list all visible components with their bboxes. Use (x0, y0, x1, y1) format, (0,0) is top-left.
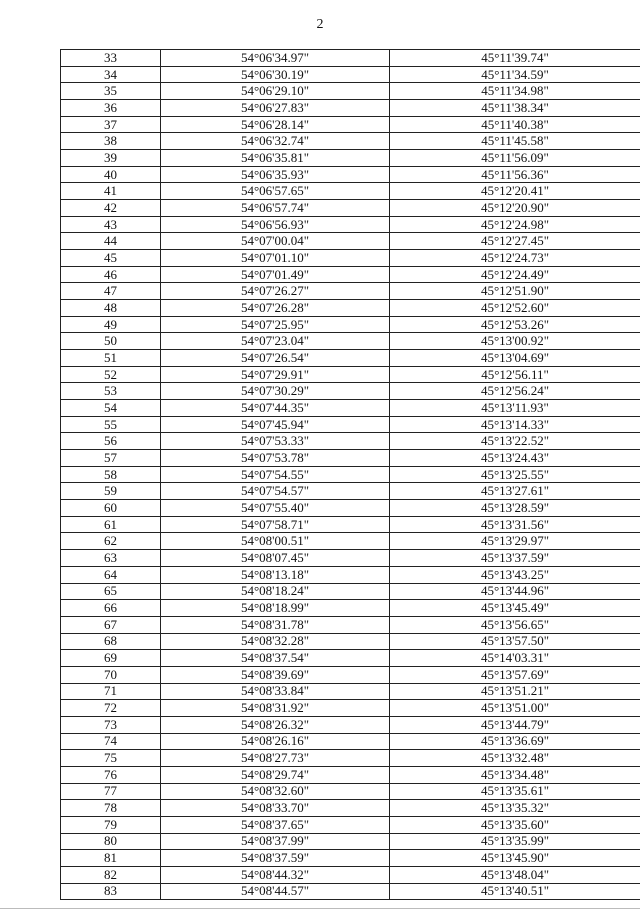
longitude-cell: 45°12'24.49" (390, 266, 640, 283)
table-row (61, 116, 640, 133)
longitude-cell: 45°13'25.55" (390, 466, 640, 483)
longitude-cell: 45°11'34.98" (390, 83, 640, 100)
longitude-cell: 45°13'24.43" (390, 450, 640, 467)
latitude-cell: 54°08'27.73" (161, 750, 390, 767)
point-number-cell: 75 (61, 750, 161, 767)
latitude-cell: 54°06'56.93" (161, 216, 390, 233)
table-row (61, 233, 640, 250)
latitude-cell: 54°06'27.83" (161, 100, 390, 117)
table-row (61, 366, 640, 383)
point-number-cell: 43 (61, 216, 161, 233)
point-number-cell: 66 (61, 600, 161, 617)
point-number-cell: 49 (61, 316, 161, 333)
table-row (61, 200, 640, 217)
longitude-cell: 45°13'44.96" (390, 583, 640, 600)
latitude-cell: 54°08'37.59" (161, 850, 390, 867)
longitude-cell: 45°13'57.50" (390, 633, 640, 650)
longitude-cell: 45°13'45.90" (390, 850, 640, 867)
longitude-cell: 45°13'35.61" (390, 783, 640, 800)
table-row (61, 433, 640, 450)
table-row (61, 800, 640, 817)
table-row (61, 733, 640, 750)
longitude-cell: 45°13'35.99" (390, 833, 640, 850)
point-number-cell: 82 (61, 866, 161, 883)
table-row (61, 400, 640, 417)
longitude-cell: 45°13'28.59" (390, 500, 640, 517)
longitude-cell: 45°11'56.09" (390, 150, 640, 167)
latitude-cell: 54°07'00.04" (161, 233, 390, 250)
latitude-cell: 54°08'29.74" (161, 766, 390, 783)
latitude-cell: 54°08'26.16" (161, 733, 390, 750)
table-row (61, 716, 640, 733)
point-number-cell: 78 (61, 800, 161, 817)
point-number-cell: 68 (61, 633, 161, 650)
latitude-cell: 54°08'26.32" (161, 716, 390, 733)
point-number-cell: 42 (61, 200, 161, 217)
point-number-cell: 44 (61, 233, 161, 250)
latitude-cell: 54°07'44.35" (161, 400, 390, 417)
table-row (61, 500, 640, 517)
longitude-cell: 45°13'31.56" (390, 516, 640, 533)
point-number-cell: 58 (61, 466, 161, 483)
longitude-cell: 45°11'39.74" (390, 50, 640, 67)
point-number-cell: 61 (61, 516, 161, 533)
latitude-cell: 54°06'57.74" (161, 200, 390, 217)
longitude-cell: 45°11'56.36" (390, 166, 640, 183)
latitude-cell: 54°06'28.14" (161, 116, 390, 133)
latitude-cell: 54°08'39.69" (161, 666, 390, 683)
latitude-cell: 54°08'37.54" (161, 650, 390, 667)
point-number-cell: 69 (61, 650, 161, 667)
table-row (61, 133, 640, 150)
point-number-cell: 50 (61, 333, 161, 350)
latitude-cell: 54°08'18.99" (161, 600, 390, 617)
point-number-cell: 56 (61, 433, 161, 450)
point-number-cell: 40 (61, 166, 161, 183)
longitude-cell: 45°13'40.51" (390, 883, 640, 900)
longitude-cell: 45°11'34.59" (390, 66, 640, 83)
point-number-cell: 76 (61, 766, 161, 783)
longitude-cell: 45°11'38.34" (390, 100, 640, 117)
point-number-cell: 35 (61, 83, 161, 100)
table-row (61, 483, 640, 500)
longitude-cell: 45°13'27.61" (390, 483, 640, 500)
coordinates-table-body (61, 50, 640, 900)
longitude-cell: 45°13'56.65" (390, 616, 640, 633)
point-number-cell: 33 (61, 50, 161, 67)
latitude-cell: 54°07'26.54" (161, 350, 390, 367)
coordinates-table (60, 49, 640, 900)
latitude-cell: 54°06'32.74" (161, 133, 390, 150)
latitude-cell: 54°08'44.32" (161, 866, 390, 883)
latitude-cell: 54°08'07.45" (161, 550, 390, 567)
latitude-cell: 54°07'30.29" (161, 383, 390, 400)
longitude-cell: 45°13'32.48" (390, 750, 640, 767)
table-row (61, 350, 640, 367)
longitude-cell: 45°11'45.58" (390, 133, 640, 150)
latitude-cell: 54°07'45.94" (161, 416, 390, 433)
table-row (61, 383, 640, 400)
latitude-cell: 54°06'30.19" (161, 66, 390, 83)
table-row (61, 300, 640, 317)
latitude-cell: 54°06'57.65" (161, 183, 390, 200)
longitude-cell: 45°11'40.38" (390, 116, 640, 133)
table-row (61, 550, 640, 567)
point-number-cell: 52 (61, 366, 161, 383)
longitude-cell: 45°13'45.49" (390, 600, 640, 617)
longitude-cell: 45°13'22.52" (390, 433, 640, 450)
point-number-cell: 39 (61, 150, 161, 167)
latitude-cell: 54°08'31.78" (161, 616, 390, 633)
point-number-cell: 64 (61, 566, 161, 583)
point-number-cell: 70 (61, 666, 161, 683)
latitude-cell: 54°08'37.99" (161, 833, 390, 850)
latitude-cell: 54°08'32.60" (161, 783, 390, 800)
latitude-cell: 54°08'37.65" (161, 816, 390, 833)
point-number-cell: 77 (61, 783, 161, 800)
table-row (61, 566, 640, 583)
table-row (61, 650, 640, 667)
latitude-cell: 54°08'44.57" (161, 883, 390, 900)
table-row (61, 333, 640, 350)
latitude-cell: 54°08'00.51" (161, 533, 390, 550)
point-number-cell: 83 (61, 883, 161, 900)
longitude-cell: 45°12'20.90" (390, 200, 640, 217)
longitude-cell: 45°13'00.92" (390, 333, 640, 350)
point-number-cell: 57 (61, 450, 161, 467)
longitude-cell: 45°13'36.69" (390, 733, 640, 750)
longitude-cell: 45°13'35.60" (390, 816, 640, 833)
point-number-cell: 81 (61, 850, 161, 867)
table-row (61, 283, 640, 300)
table-row (61, 766, 640, 783)
table-row (61, 666, 640, 683)
point-number-cell: 53 (61, 383, 161, 400)
point-number-cell: 71 (61, 683, 161, 700)
longitude-cell: 45°13'34.48" (390, 766, 640, 783)
point-number-cell: 34 (61, 66, 161, 83)
table-row (61, 866, 640, 883)
longitude-cell: 45°13'48.04" (390, 866, 640, 883)
longitude-cell: 45°12'24.73" (390, 250, 640, 267)
longitude-cell: 45°12'51.90" (390, 283, 640, 300)
latitude-cell: 54°07'01.10" (161, 250, 390, 267)
latitude-cell: 54°08'31.92" (161, 700, 390, 717)
latitude-cell: 54°06'34.97" (161, 50, 390, 67)
table-row (61, 183, 640, 200)
point-number-cell: 63 (61, 550, 161, 567)
longitude-cell: 45°13'29.97" (390, 533, 640, 550)
table-row (61, 633, 640, 650)
point-number-cell: 51 (61, 350, 161, 367)
table-row (61, 316, 640, 333)
table-row (61, 833, 640, 850)
latitude-cell: 54°07'23.04" (161, 333, 390, 350)
point-number-cell: 67 (61, 616, 161, 633)
latitude-cell: 54°07'54.55" (161, 466, 390, 483)
table-row (61, 616, 640, 633)
longitude-cell: 45°12'56.11" (390, 366, 640, 383)
latitude-cell: 54°07'29.91" (161, 366, 390, 383)
longitude-cell: 45°13'35.32" (390, 800, 640, 817)
point-number-cell: 47 (61, 283, 161, 300)
table-row (61, 850, 640, 867)
scan-edge-line (0, 908, 640, 909)
table-row (61, 516, 640, 533)
table-row (61, 466, 640, 483)
table-row (61, 450, 640, 467)
table-row (61, 216, 640, 233)
longitude-cell: 45°12'52.60" (390, 300, 640, 317)
longitude-cell: 45°13'57.69" (390, 666, 640, 683)
latitude-cell: 54°08'32.28" (161, 633, 390, 650)
longitude-cell: 45°13'51.00" (390, 700, 640, 717)
latitude-cell: 54°06'35.93" (161, 166, 390, 183)
latitude-cell: 54°07'26.27" (161, 283, 390, 300)
latitude-cell: 54°06'29.10" (161, 83, 390, 100)
table-row (61, 600, 640, 617)
table-row (61, 883, 640, 900)
longitude-cell: 45°12'24.98" (390, 216, 640, 233)
latitude-cell: 54°07'01.49" (161, 266, 390, 283)
latitude-cell: 54°07'53.33" (161, 433, 390, 450)
table-row (61, 683, 640, 700)
longitude-cell: 45°12'20.41" (390, 183, 640, 200)
longitude-cell: 45°13'11.93" (390, 400, 640, 417)
point-number-cell: 45 (61, 250, 161, 267)
table-row (61, 783, 640, 800)
page-number: 2 (316, 17, 324, 32)
latitude-cell: 54°07'53.78" (161, 450, 390, 467)
table-row (61, 750, 640, 767)
table-row (61, 50, 640, 67)
point-number-cell: 55 (61, 416, 161, 433)
table-row (61, 100, 640, 117)
longitude-cell: 45°13'51.21" (390, 683, 640, 700)
latitude-cell: 54°07'25.95" (161, 316, 390, 333)
latitude-cell: 54°07'26.28" (161, 300, 390, 317)
longitude-cell: 45°14'03.31" (390, 650, 640, 667)
table-row (61, 166, 640, 183)
longitude-cell: 45°12'53.26" (390, 316, 640, 333)
latitude-cell: 54°08'33.84" (161, 683, 390, 700)
point-number-cell: 54 (61, 400, 161, 417)
latitude-cell: 54°07'55.40" (161, 500, 390, 517)
table-row (61, 416, 640, 433)
table-row (61, 83, 640, 100)
latitude-cell: 54°08'18.24" (161, 583, 390, 600)
longitude-cell: 45°12'27.45" (390, 233, 640, 250)
point-number-cell: 72 (61, 700, 161, 717)
point-number-cell: 65 (61, 583, 161, 600)
latitude-cell: 54°07'58.71" (161, 516, 390, 533)
point-number-cell: 59 (61, 483, 161, 500)
table-row (61, 583, 640, 600)
point-number-cell: 37 (61, 116, 161, 133)
point-number-cell: 46 (61, 266, 161, 283)
point-number-cell: 60 (61, 500, 161, 517)
point-number-cell: 73 (61, 716, 161, 733)
latitude-cell: 54°08'13.18" (161, 566, 390, 583)
longitude-cell: 45°13'37.59" (390, 550, 640, 567)
table-row (61, 66, 640, 83)
longitude-cell: 45°13'04.69" (390, 350, 640, 367)
table-row (61, 816, 640, 833)
table-row (61, 266, 640, 283)
point-number-cell: 62 (61, 533, 161, 550)
point-number-cell: 41 (61, 183, 161, 200)
longitude-cell: 45°12'56.24" (390, 383, 640, 400)
point-number-cell: 38 (61, 133, 161, 150)
table-row (61, 250, 640, 267)
point-number-cell: 79 (61, 816, 161, 833)
longitude-cell: 45°13'43.25" (390, 566, 640, 583)
point-number-cell: 80 (61, 833, 161, 850)
table-row (61, 150, 640, 167)
table-row (61, 533, 640, 550)
latitude-cell: 54°06'35.81" (161, 150, 390, 167)
table-row (61, 700, 640, 717)
latitude-cell: 54°08'33.70" (161, 800, 390, 817)
latitude-cell: 54°07'54.57" (161, 483, 390, 500)
longitude-cell: 45°13'14.33" (390, 416, 640, 433)
point-number-cell: 74 (61, 733, 161, 750)
longitude-cell: 45°13'44.79" (390, 716, 640, 733)
point-number-cell: 48 (61, 300, 161, 317)
point-number-cell: 36 (61, 100, 161, 117)
